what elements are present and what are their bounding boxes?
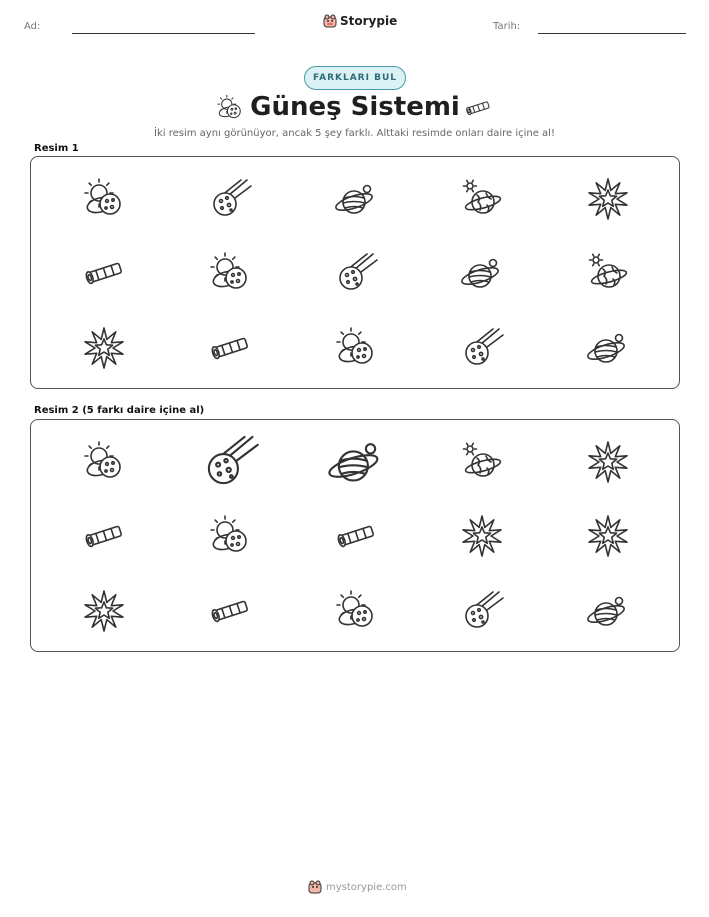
activity-badge: FARKLARI BUL (304, 66, 406, 90)
picture2-cell[interactable] (41, 499, 167, 573)
picture1-cell (41, 162, 167, 236)
telescope-icon (79, 248, 129, 298)
telescope-icon (205, 586, 255, 636)
picture1-cell (545, 236, 671, 310)
comet-icon (197, 429, 263, 495)
picture2-cell[interactable] (545, 574, 671, 648)
planet-icon (331, 174, 381, 224)
picture1-cell (167, 162, 293, 236)
picture2-cell[interactable] (293, 574, 419, 648)
picture2-cell[interactable] (167, 425, 293, 499)
telescope-icon (462, 92, 494, 124)
picture1-cell (293, 311, 419, 385)
star-icon (457, 511, 507, 561)
picture1-panel (30, 156, 680, 389)
picture1-cell (41, 311, 167, 385)
brand-logo (323, 14, 397, 28)
earth-icon (457, 437, 507, 487)
star-icon (583, 511, 633, 561)
date-line[interactable] (538, 33, 686, 34)
storypie-mascot-icon (323, 14, 337, 28)
earth-icon (583, 248, 633, 298)
picture1-cell (545, 162, 671, 236)
sun-moon-icon (331, 323, 381, 373)
telescope-icon (462, 92, 494, 128)
picture2-cell[interactable] (41, 425, 167, 499)
comet-icon (331, 248, 381, 298)
picture2-cell[interactable] (545, 425, 671, 499)
comet-icon (457, 323, 507, 373)
storypie-mascot-icon (308, 880, 322, 894)
star-icon (79, 586, 129, 636)
name-label: Ad: (24, 21, 41, 32)
picture2-cell[interactable] (293, 499, 419, 573)
picture1-cell (167, 236, 293, 310)
star-icon (79, 323, 129, 373)
star-icon (583, 174, 633, 224)
picture1-cell (419, 236, 545, 310)
footer (308, 880, 407, 894)
date-label: Tarih: (493, 21, 521, 32)
comet-icon (457, 586, 507, 636)
picture1-cell (545, 311, 671, 385)
planet-icon (583, 323, 633, 373)
sun-moon-icon (79, 437, 129, 487)
footer-link[interactable]: mystorypie.com (326, 881, 407, 893)
sun-moon-icon (205, 248, 255, 298)
earth-icon (457, 174, 507, 224)
telescope-icon (205, 323, 255, 373)
picture2-cell[interactable] (419, 574, 545, 648)
telescope-icon (79, 511, 129, 561)
picture1-cell (41, 236, 167, 310)
picture2-label: Resim 2 (5 farkı daire içine al) (34, 405, 205, 416)
picture2-cell[interactable] (419, 425, 545, 499)
picture1-cell (167, 311, 293, 385)
picture2-cell[interactable] (167, 499, 293, 573)
picture1-cell (419, 311, 545, 385)
sun-moon-icon (331, 586, 381, 636)
picture2-cell[interactable] (419, 499, 545, 573)
picture2-cell[interactable] (167, 574, 293, 648)
picture1-label: Resim 1 (34, 143, 79, 154)
sun-moon-icon (214, 92, 246, 128)
picture1-cell (419, 162, 545, 236)
sun-moon-icon (214, 92, 246, 124)
star-icon (583, 437, 633, 487)
name-line[interactable] (72, 33, 255, 34)
picture2-cell[interactable] (41, 574, 167, 648)
planet-icon (323, 429, 389, 495)
picture1-cell (293, 236, 419, 310)
picture1-cell (293, 162, 419, 236)
sun-moon-icon (79, 174, 129, 224)
picture2-cell[interactable] (293, 425, 419, 499)
sun-moon-icon (205, 511, 255, 561)
comet-icon (205, 174, 255, 224)
picture2-cell[interactable] (545, 499, 671, 573)
picture2-panel (30, 419, 680, 652)
brand-name: Storypie (340, 14, 398, 28)
instructions: İki resim aynı görünüyor, ancak 5 şey farklı. Alttaki resimde onları daire içine al! (154, 128, 555, 139)
planet-icon (583, 586, 633, 636)
page-title: Güneş Sistemi (250, 92, 460, 122)
planet-icon (457, 248, 507, 298)
telescope-icon (331, 511, 381, 561)
